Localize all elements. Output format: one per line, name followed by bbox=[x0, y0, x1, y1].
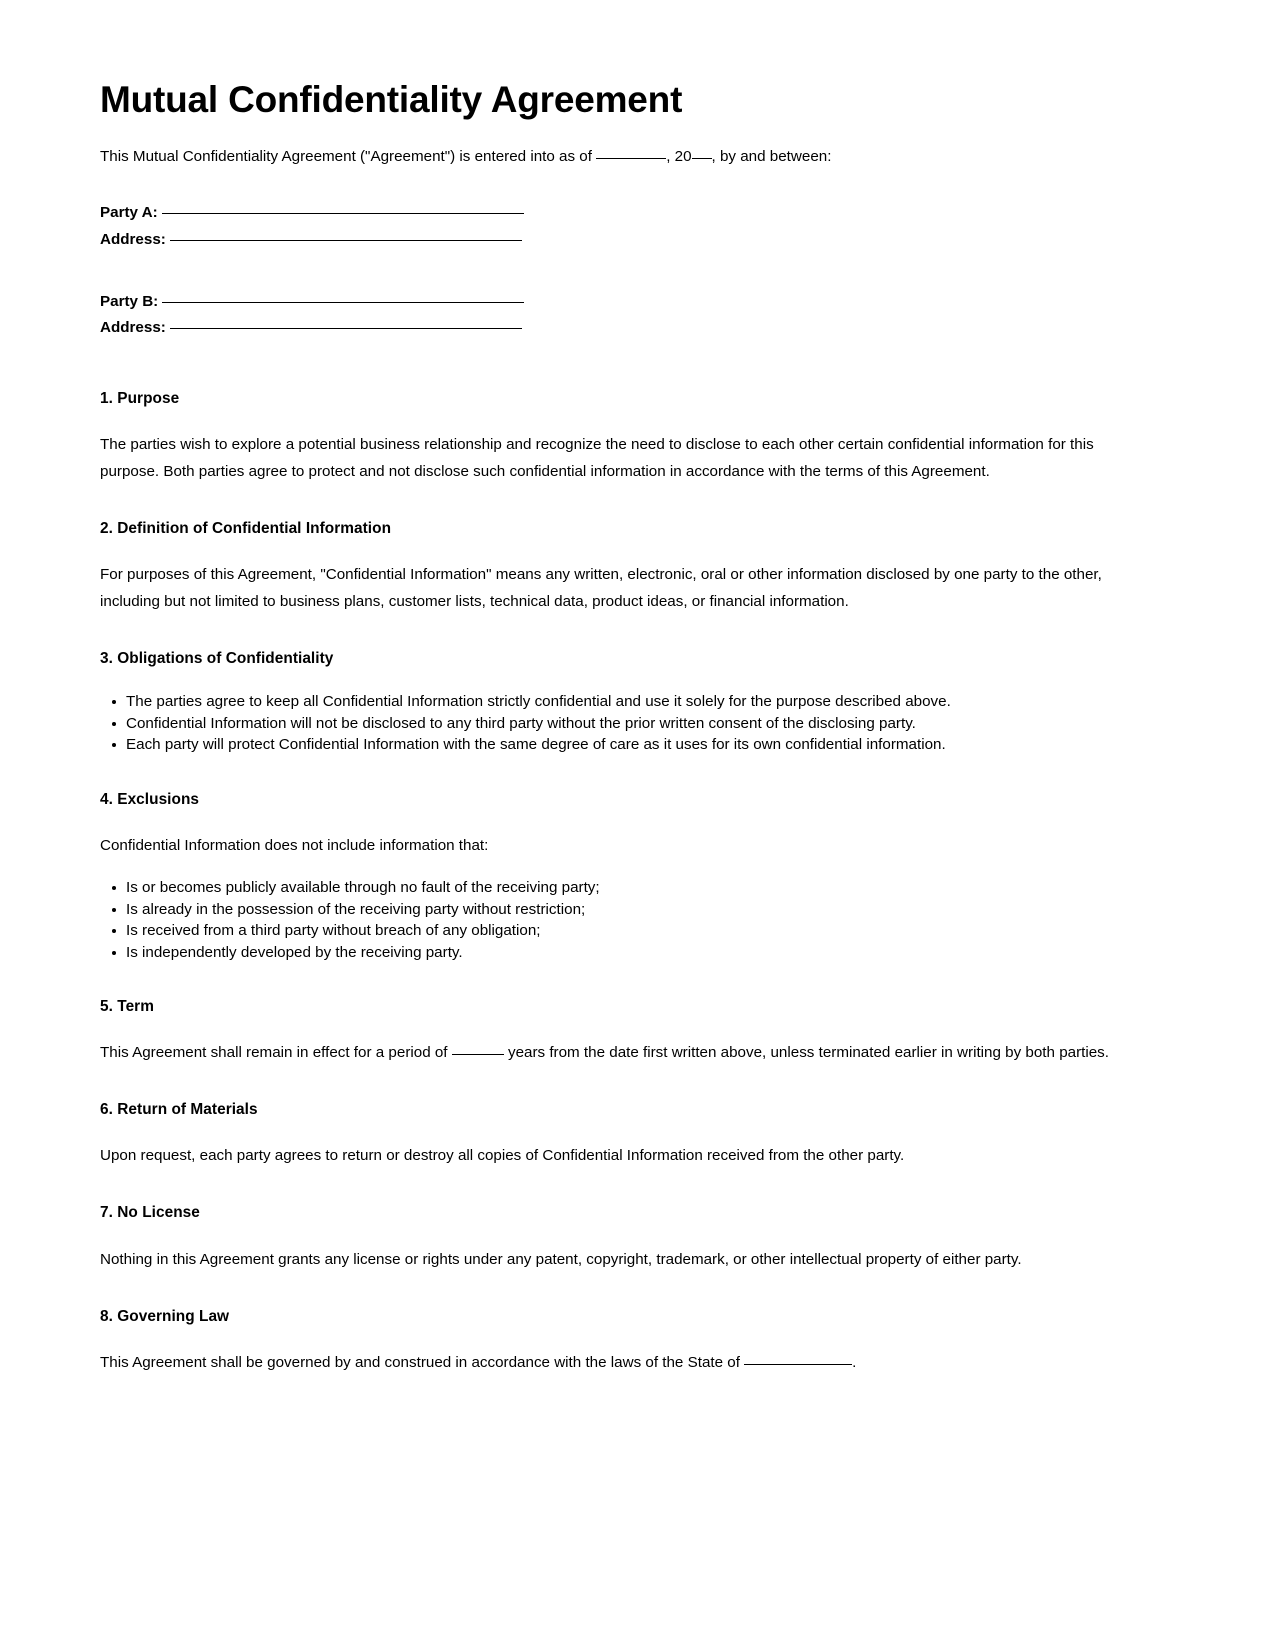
section-paragraph: For purposes of this Agreement, "Confidential Information" means any written, electronic, oral or other information disclosed by one party to the other, including but not limited to business plans, customer lists, technical data, product ideas, or financial information. bbox=[100, 566, 1102, 611]
section-heading: 3. Obligations of Confidentiality bbox=[100, 650, 334, 668]
section-return-of-materials bbox=[100, 1100, 1155, 1169]
party-b-address-input[interactable] bbox=[170, 328, 522, 329]
section-term bbox=[100, 997, 1155, 1066]
term-text-after-blank: years from the date first written above, unless terminated earlier in writing by both parties. bbox=[503, 1044, 1109, 1062]
governing-state-blank-field[interactable] bbox=[744, 1364, 852, 1365]
section-heading: 6. Return of Materials bbox=[100, 1101, 258, 1119]
party-b-line bbox=[100, 289, 1155, 315]
governing-text-before-blank: This Agreement shall be governed by and construed in accordance with the laws of the State of bbox=[100, 1353, 745, 1371]
section-governing-law bbox=[100, 1307, 1155, 1376]
section-paragraph bbox=[100, 1349, 1112, 1376]
section-purpose bbox=[100, 389, 1155, 485]
section-paragraph: Nothing in this Agreement grants any license or rights under any patent, copyright, trademark, or other intellectual property of either party. bbox=[100, 1250, 1022, 1268]
year-blank-field[interactable] bbox=[692, 158, 712, 159]
parties-sections-spacer bbox=[100, 363, 1155, 389]
governing-text-after-blank: . bbox=[852, 1353, 857, 1371]
obligations-list bbox=[100, 691, 1138, 756]
list-item: Is or becomes publicly available through no fault of the receiving party; bbox=[126, 877, 1138, 899]
party-b-block bbox=[100, 289, 1155, 341]
agreement-intro-paragraph bbox=[100, 146, 1155, 169]
page-title: Mutual Confidentiality Agreement bbox=[100, 79, 683, 120]
section-paragraph bbox=[100, 1039, 1112, 1066]
section-paragraph: Upon request, each party agrees to return or destroy all copies of Confidential Information received from the other party. bbox=[100, 1147, 905, 1165]
party-a-address-input[interactable] bbox=[170, 240, 522, 241]
party-a-line bbox=[100, 200, 1155, 226]
section-no-license bbox=[100, 1203, 1155, 1272]
exclusions-list bbox=[100, 877, 1138, 963]
party-b-address-line bbox=[100, 315, 1155, 341]
party-a-block bbox=[100, 200, 1155, 252]
section-paragraph: The parties wish to explore a potential business relationship and recognize the need to disclose to each other certain confidential information for this purpose. Both parties agree to protect and not disclose such confidential information in accordance with the terms of this Agreement. bbox=[100, 436, 1094, 481]
list-item: Is received from a third party without breach of any obligation; bbox=[126, 920, 1138, 942]
party-b-address-label: Address: bbox=[100, 318, 166, 336]
party-a-address-line bbox=[100, 227, 1155, 253]
list-item: Is already in the possession of the receiving party without restriction; bbox=[126, 899, 1138, 921]
party-a-label: Party A: bbox=[100, 204, 158, 222]
section-exclusions bbox=[100, 790, 1155, 963]
intro-text-after-date: , 20 bbox=[666, 147, 692, 165]
section-heading: 8. Governing Law bbox=[100, 1307, 230, 1325]
party-b-input[interactable] bbox=[162, 302, 524, 303]
party-a-input[interactable] bbox=[162, 213, 524, 214]
list-item: Each party will protect Confidential Information with the same degree of care as it uses for its own confidential information. bbox=[126, 734, 1138, 756]
intro-text-before-date: This Mutual Confidentiality Agreement ("Agreement") is entered into as of bbox=[100, 147, 597, 165]
section-heading: 4. Exclusions bbox=[100, 790, 200, 808]
section-heading: 1. Purpose bbox=[100, 390, 180, 408]
party-b-label: Party B: bbox=[100, 292, 159, 310]
section-heading: 5. Term bbox=[100, 998, 154, 1016]
term-text-before-blank: This Agreement shall remain in effect for a period of bbox=[100, 1044, 452, 1062]
term-years-blank-field[interactable] bbox=[452, 1054, 504, 1055]
section-heading: 7. No License bbox=[100, 1204, 200, 1222]
section-heading: 2. Definition of Confidential Information bbox=[100, 520, 392, 538]
list-item: Is independently developed by the receiving party. bbox=[126, 942, 1138, 964]
intro-text-after-year: , by and between: bbox=[711, 147, 832, 165]
date-blank-field[interactable] bbox=[596, 158, 666, 159]
list-item: Confidential Information will not be disclosed to any third party without the prior written consent of the disclosing party. bbox=[126, 713, 1138, 735]
party-divider-space bbox=[100, 275, 1155, 289]
section-obligations bbox=[100, 649, 1155, 756]
exclusions-lead-in: Confidential Information does not include information that: bbox=[100, 837, 489, 854]
party-a-address-label: Address: bbox=[100, 230, 166, 248]
section-definition bbox=[100, 519, 1155, 615]
list-item: The parties agree to keep all Confidential Information strictly confidential and use it solely for the purpose described above. bbox=[126, 691, 1138, 713]
